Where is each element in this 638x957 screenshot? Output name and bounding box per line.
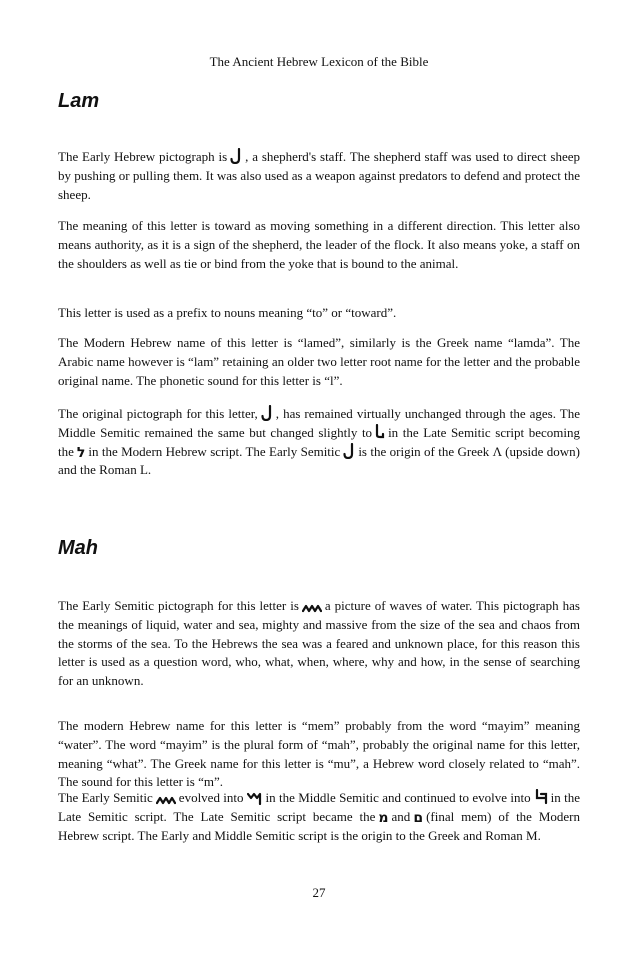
text: in the Late Semitic script becoming the: [58, 424, 581, 459]
text: The Early Hebrew pictograph is: [58, 149, 228, 164]
shepherd-staff-pictograph-icon: [343, 443, 355, 459]
text: and: [391, 808, 411, 824]
lam-paragraph-5: [58, 405, 580, 480]
mah-paragraph-3: [58, 789, 580, 845]
modern-lamed-icon: ל: [76, 444, 86, 461]
mah-paragraph-2: The modern Hebrew name for this letter is “mem” probably from the word “mayim” meaning “water”. The word “mayim” is the plural form of “mah”, probably the original name for this letter, meaning “what”. The Greek name for this letter is “mu”, a Hebrew word closely related to “mah”. The sound for this letter is “m”.: [58, 718, 580, 790]
lam-paragraph-1: [58, 148, 580, 204]
running-title: The Ancient Hebrew Lexicon of the Bible: [209, 54, 429, 69]
page-number: 27: [312, 885, 326, 900]
late-semitic-lamed-icon: [375, 424, 385, 440]
mah-paragraph-1: [58, 597, 580, 691]
final-mem-icon: ם: [413, 809, 424, 826]
text: , a shepherd's staff. The shepherd staff was used to direct sheep by pushing or pulling them. It was also used as a weapon against predators to defend and protect the sheep.: [58, 149, 580, 202]
modern-mem-icon: מ: [378, 809, 389, 826]
text: in the Late Semitic script. The Late Semitic script became the: [58, 790, 580, 824]
text: (final mem) of the Modern Hebrew script. The Early and Middle Semitic script is the origin to the Greek and Roman M.: [58, 808, 581, 843]
lam-paragraph-2: The meaning of this letter is toward as moving something in a different direction. This letter also means authority, as it is a sign of the shepherd, the leader of the flock. It also means yoke, a staff on the shoulders as well as tie or bind from the yoke that is bound to the animal.: [58, 218, 580, 271]
text: The original pictograph for this letter,: [58, 406, 258, 421]
water-waves-pictograph-icon: [156, 793, 176, 805]
section-title-lam: Lam: [58, 90, 100, 112]
lam-paragraph-4: The Modern Hebrew name of this letter is “lamed”, similarly is the Greek name “lamda”. The Arabic name however is “lam” retaining an older two letter root name for the letter and the probable original name. The phonetic sound for this letter is “l”.: [58, 335, 580, 388]
shepherd-staff-pictograph-icon: [230, 148, 242, 164]
section-title-mah: Mah: [58, 537, 98, 559]
text: is the origin of the Greek Λ (upside down) and the Roman L.: [58, 443, 580, 478]
text: in the Modern Hebrew script. The Early Semitic: [88, 443, 341, 459]
middle-semitic-mem-icon: [247, 791, 263, 805]
text: evolved into: [178, 790, 244, 805]
shepherd-staff-pictograph-icon: [261, 405, 273, 421]
text: in the Middle Semitic and continued to evolve into: [265, 790, 531, 805]
water-waves-pictograph-icon: [302, 601, 322, 613]
text: The Early Semitic: [58, 790, 153, 805]
text: a picture of waves of water. This pictograph has the meanings of liquid, water and sea, mighty and massive from the size of the sea and chaos from the storms of the sea. To the Hebrews the sea was a feared and unknown place, for this reason this letter is used as a question word, who, what, when, where, why and how, in the sense of searching for an unknown.: [58, 598, 580, 689]
text: The Early Semitic pictograph for this letter is: [58, 598, 299, 613]
text: , has remained virtually unchanged through the ages. The Middle Semitic remained the same but changed slightly to: [58, 406, 580, 440]
lam-paragraph-3: This letter is used as a prefix to nouns meaning “to” or “toward”.: [58, 305, 397, 320]
late-semitic-mem-icon: [534, 789, 548, 805]
